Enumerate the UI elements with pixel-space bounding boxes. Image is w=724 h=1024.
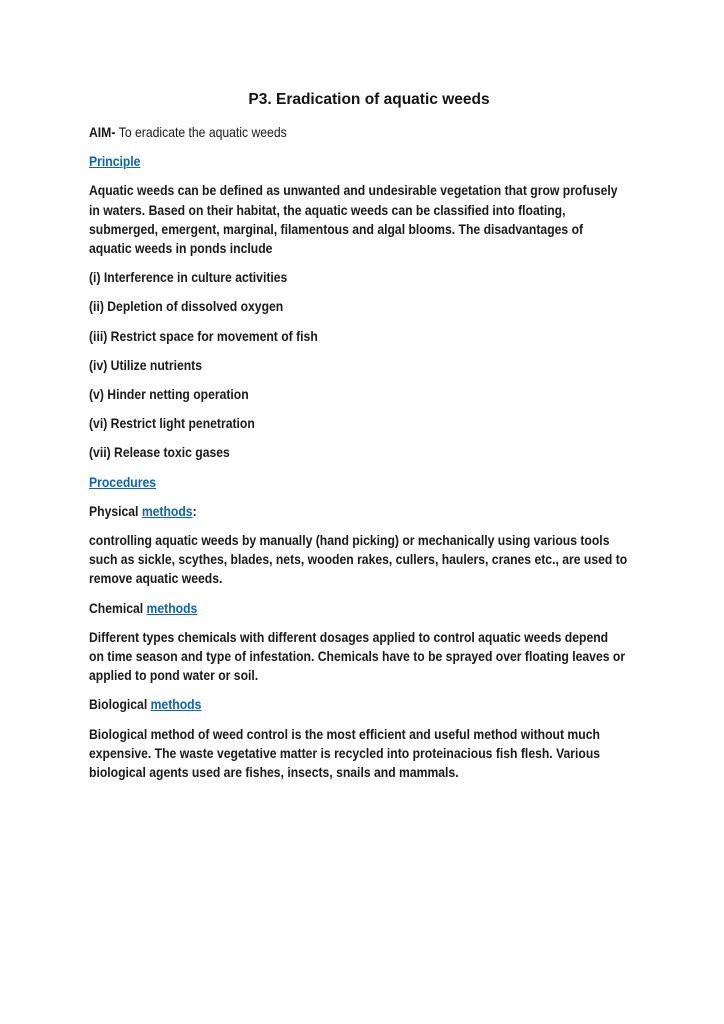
procedures-link[interactable]: Procedures — [89, 473, 157, 490]
text-line: aquatic weeds in ponds include — [89, 240, 273, 257]
list-item: (ii) Depletion of dissolved oxygen — [89, 298, 284, 315]
physical-methods-heading — [89, 502, 576, 521]
list-item: (vi) Restrict light penetration — [89, 415, 255, 432]
text-line: applied to pond water or soil. — [89, 667, 259, 684]
chemical-methods-link[interactable]: methods — [146, 599, 198, 616]
aim-line — [89, 123, 576, 142]
procedures-heading — [89, 473, 576, 492]
biological-paragraph — [89, 725, 649, 783]
text-line: biological agents used are fishes, insects, snails and mammals. — [89, 764, 459, 781]
text-line: Biological method of weed control is the most efficient and useful method without much — [89, 725, 600, 742]
principle-paragraph — [89, 181, 649, 258]
text-line: on time season and type of infestation. Chemicals have to be sprayed over floating leaves or — [89, 648, 626, 665]
list-item: (i) Interference in culture activities — [89, 269, 288, 286]
physical-heading-suffix: : — [192, 502, 197, 519]
text-line: remove aquatic weeds. — [89, 570, 223, 587]
biological-heading-label: Biological — [89, 696, 148, 713]
text-line: such as sickle, scythes, blades, nets, wooden rakes, cullers, haulers, cranes etc., are used to — [89, 551, 628, 568]
list-item: (iv) Utilize nutrients — [89, 356, 203, 373]
text-line: expensive. The waste vegetative matter is recycled into proteinacious fish flesh. Various — [89, 744, 601, 761]
document-content — [89, 90, 649, 792]
physical-paragraph — [89, 531, 649, 589]
physical-heading-label: Physical — [89, 502, 139, 519]
list-item: (vii) Release toxic gases — [89, 444, 230, 461]
aim-label: AIM- — [89, 124, 116, 140]
principle-heading — [89, 152, 576, 171]
list-item: (v) Hinder netting operation — [89, 386, 249, 403]
page-title: P3. Eradication of aquatic weeds — [248, 91, 490, 108]
disadvantages-list — [89, 268, 649, 462]
biological-methods-link[interactable]: methods — [150, 696, 202, 713]
text-line: controlling aquatic weeds by manually (hand picking) or mechanically using various tools — [89, 532, 610, 549]
chemical-heading-label: Chemical — [89, 599, 144, 616]
chemical-paragraph — [89, 628, 649, 686]
text-line: Aquatic weeds can be defined as unwanted and undesirable vegetation that grow profusely — [89, 182, 618, 199]
list-item: (iii) Restrict space for movement of fish — [89, 327, 318, 344]
biological-methods-heading — [89, 695, 576, 714]
aim-text: To eradicate the aquatic weeds — [118, 124, 287, 140]
text-line: Different types chemicals with different dosages applied to control aquatic weeds depend — [89, 628, 609, 645]
text-line: in waters. Based on their habitat, the aquatic weeds can be classified into floating, — [89, 201, 566, 218]
chemical-methods-heading — [89, 599, 576, 618]
physical-methods-link[interactable]: methods — [141, 502, 193, 519]
principle-link[interactable]: Principle — [89, 153, 141, 170]
text-line: submerged, emergent, marginal, filamentous and algal blooms. The disadvantages of — [89, 220, 584, 237]
